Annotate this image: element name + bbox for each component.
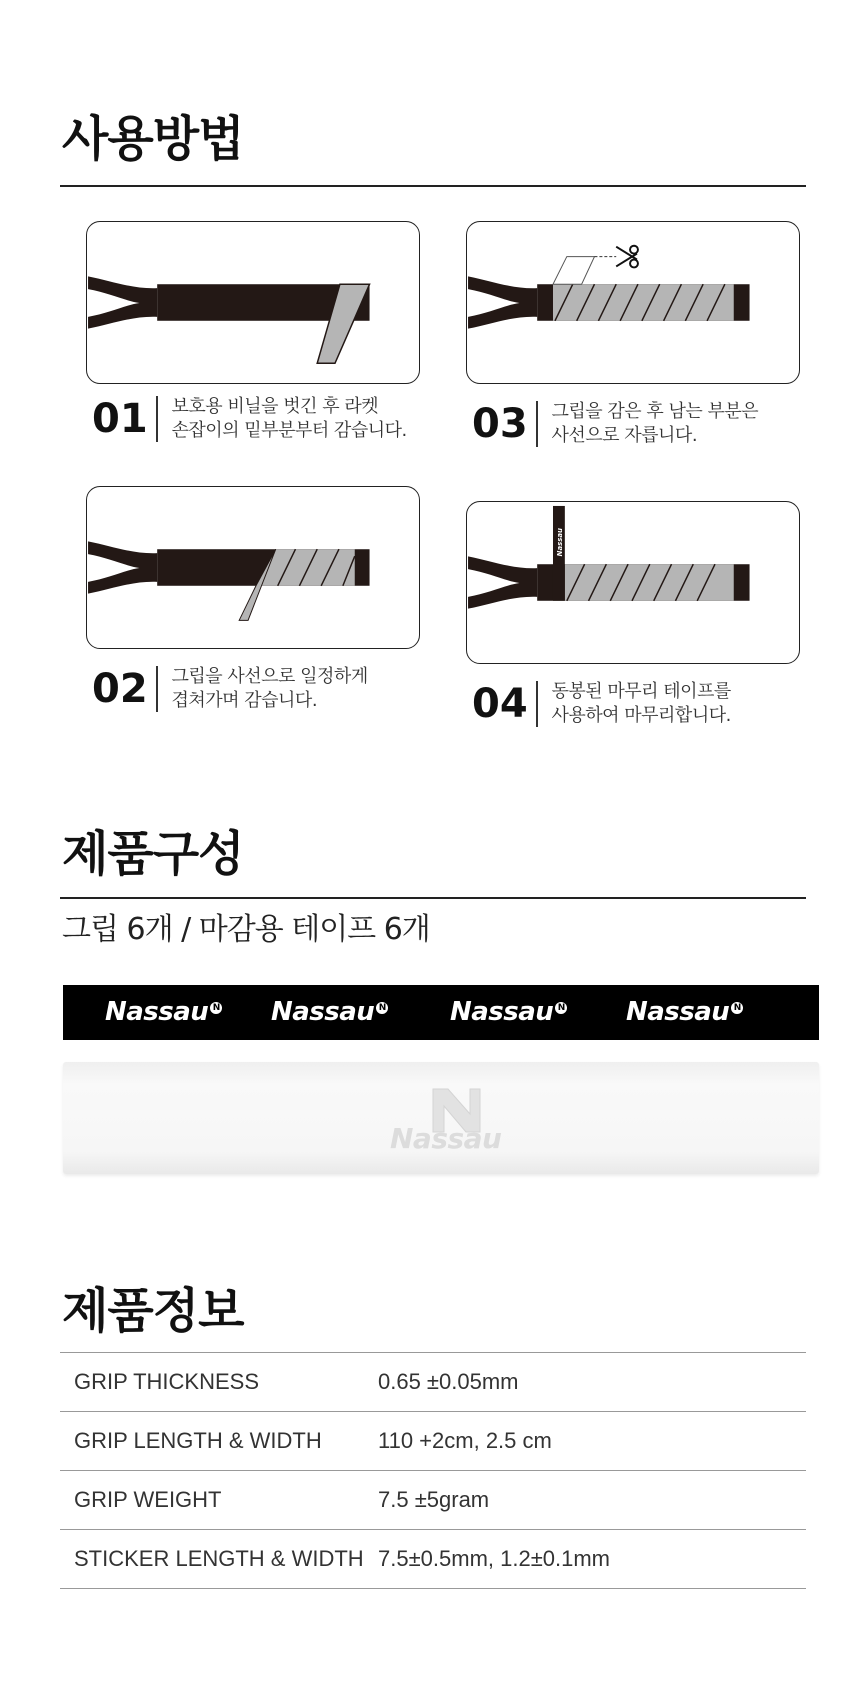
step-number: 04: [472, 681, 528, 727]
brand-mark-icon: N: [731, 1002, 743, 1014]
specs-title: 제품정보: [62, 1283, 244, 1339]
step-02: [92, 665, 368, 713]
table-row: [60, 1412, 806, 1471]
brand-mark-icon: N: [210, 1002, 222, 1014]
tape-brand-logo: Nassau N: [450, 997, 567, 1027]
composition-title: 제품구성: [62, 826, 244, 882]
composition-text: 그립 6개 / 마감용 테이프 6개: [62, 912, 430, 947]
step-03-illustration: [466, 221, 800, 384]
step-03: [472, 400, 758, 448]
tape-brand-logo: Nassau N: [271, 997, 388, 1027]
divider: [156, 396, 158, 442]
spec-table: [60, 1352, 806, 1589]
finish-tape-image: [63, 985, 819, 1040]
step-description: 동봉된 마무리 테이프를 사용하여 마무리합니다.: [551, 681, 731, 726]
spec-value: 7.5±0.5mm, 1.2±0.1mm: [378, 1546, 611, 1571]
usage-title-rule: [60, 185, 806, 187]
divider: [536, 401, 538, 447]
composition-title-rule: [60, 897, 806, 899]
spec-label: GRIP THICKNESS: [74, 1369, 260, 1394]
tape-brand-logo: Nassau N: [105, 997, 222, 1027]
step-description: 그립을 감은 후 남는 부분은 사선으로 자릅니다.: [551, 401, 759, 446]
step-description: 그립을 사선으로 일정하게 겹쳐가며 감습니다.: [171, 666, 368, 711]
grip-brand-logo: Nassau: [390, 1122, 502, 1155]
spec-value: 110 +2cm, 2.5 cm: [378, 1428, 552, 1453]
step-description: 보호용 비닐을 벗긴 후 라켓 손잡이의 밑부분부터 감습니다.: [171, 396, 407, 441]
step-04: [472, 680, 731, 728]
step-02-illustration: [86, 486, 420, 649]
step-01: [92, 395, 407, 443]
divider: [536, 681, 538, 727]
spec-label: STICKER LENGTH & WIDTH: [74, 1546, 364, 1571]
spec-value: 0.65 ±0.05mm: [378, 1369, 519, 1394]
grip-image: [63, 1062, 819, 1174]
divider: [156, 666, 158, 712]
finish-tape-label: Nassau: [555, 528, 564, 557]
brand-mark-icon: N: [376, 1002, 388, 1014]
table-row: [60, 1471, 806, 1530]
usage-title: 사용방법: [62, 111, 244, 167]
step-04-illustration: [466, 501, 800, 664]
table-row: [60, 1530, 806, 1589]
step-number: 01: [92, 396, 148, 442]
step-number: 03: [472, 401, 528, 447]
table-row: [60, 1353, 806, 1412]
tape-brand-logo: Nassau N: [626, 997, 743, 1027]
step-number: 02: [92, 666, 148, 712]
spec-label: GRIP LENGTH & WIDTH: [74, 1428, 322, 1453]
scissors-icon: [616, 246, 638, 268]
spec-label: GRIP WEIGHT: [74, 1487, 222, 1512]
brand-mark-icon: N: [555, 1002, 567, 1014]
spec-value: 7.5 ±5gram: [378, 1487, 490, 1512]
step-01-illustration: [86, 221, 420, 384]
